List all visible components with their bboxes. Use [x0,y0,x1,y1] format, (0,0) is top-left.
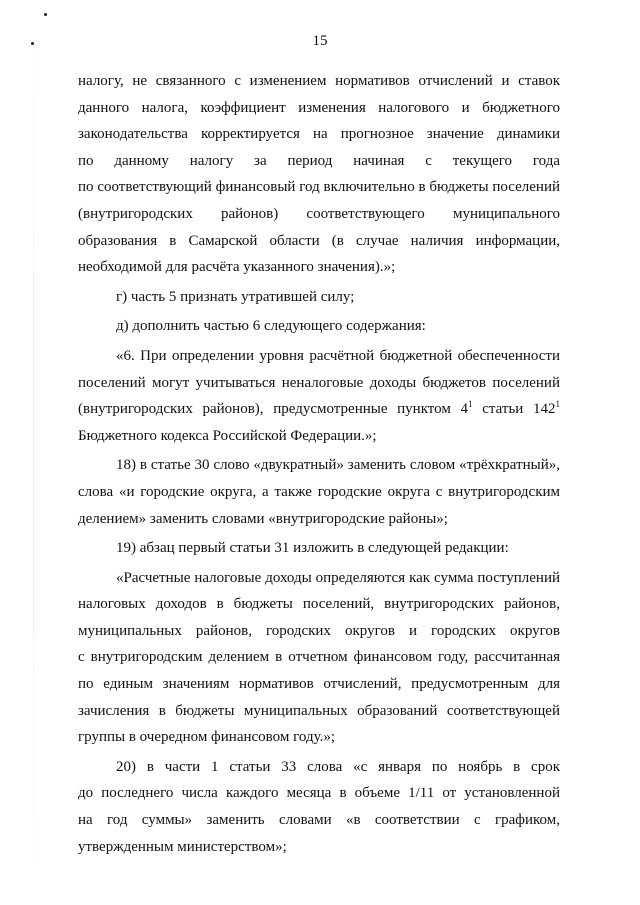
scan-margin-shadow [33,10,34,900]
text-line: налогу, не связанного с изменением нормативов отчислений и ставок [78,73,560,89]
text-fragment: (внутригородских районов), предусмотренные пунктом 4 [78,401,469,418]
text-line: поселений могут учитываться неналоговые доходы бюджетов поселений [78,374,560,391]
text-line: делением» заменить словами «внутригородские районы»; [78,510,448,527]
text-line: образования в Самарской области (в случае наличия информации, [78,232,560,249]
text-line: 20) в части 1 статьи 33 слова «с января по ноябрь в срок [116,758,560,775]
text-line: по соответствующий финансовый год включительно в бюджеты поселений [78,179,560,196]
superscript: 1 [555,399,560,410]
text-line: «Расчетные налоговые доходы определяются как сумма поступлений [116,569,560,586]
text-line: налоговых доходов в бюджеты поселений, внутригородских районов, [78,596,560,613]
text-line: данного налога, коэффициент изменения налогового и бюджетного [78,99,560,116]
text-line: «6. При определении уровня расчётной бюджетной обеспеченности [116,347,560,364]
text-line: Бюджетного кодекса Российской Федерации.»; [78,427,377,444]
text-line: группы в очередном финансовом году.»; [78,729,336,746]
superscript: 1 [468,399,473,410]
text-line: зачисления в бюджеты муниципальных образований соответствующей [78,702,560,719]
text-fragment: статьи 142 [472,401,556,418]
paragraph-g: г) часть 5 признать утратившей силу; [116,288,355,305]
document-body [78,68,560,860]
scan-speck [44,13,47,16]
text-line: 18) в статье 30 слово «двукратный» заменить словом «трёхкратный», [116,457,560,474]
text-line: с внутригородским делением в отчетном финансовом году, рассчитанная [78,649,560,666]
paragraph-d: д) дополнить частью 6 следующего содержания: [116,318,426,335]
text-line: муниципальных районов, городских округов и городских округов [78,622,560,639]
text-line: (внутригородских районов) соответствующего муниципального [78,205,560,222]
text-line-with-superscripts [78,396,560,423]
text-line: по данному налогу за период начиная с текущего года [78,152,560,169]
page-number: 15 [312,33,328,49]
text-line: по единым значениям нормативов отчислений, предусмотренным для [78,676,560,693]
paragraph-19: 19) абзац первый статьи 31 изложить в следующей редакции: [116,540,509,557]
text-line: до последнего числа каждого месяца в объеме 1/11 от установленной [78,785,560,802]
text-line: на год суммы» заменить словами «в соответствии с графиком, [78,812,560,829]
text-line: утвержденным министерством»; [78,838,287,855]
text-line: слова «и городские округа, а также городские округа с внутригородским [78,483,560,500]
text-line: законодательства корректируется на прогнозное значение динамики [78,126,560,143]
text-line: необходимой для расчёта указанного значения).»; [78,259,396,276]
